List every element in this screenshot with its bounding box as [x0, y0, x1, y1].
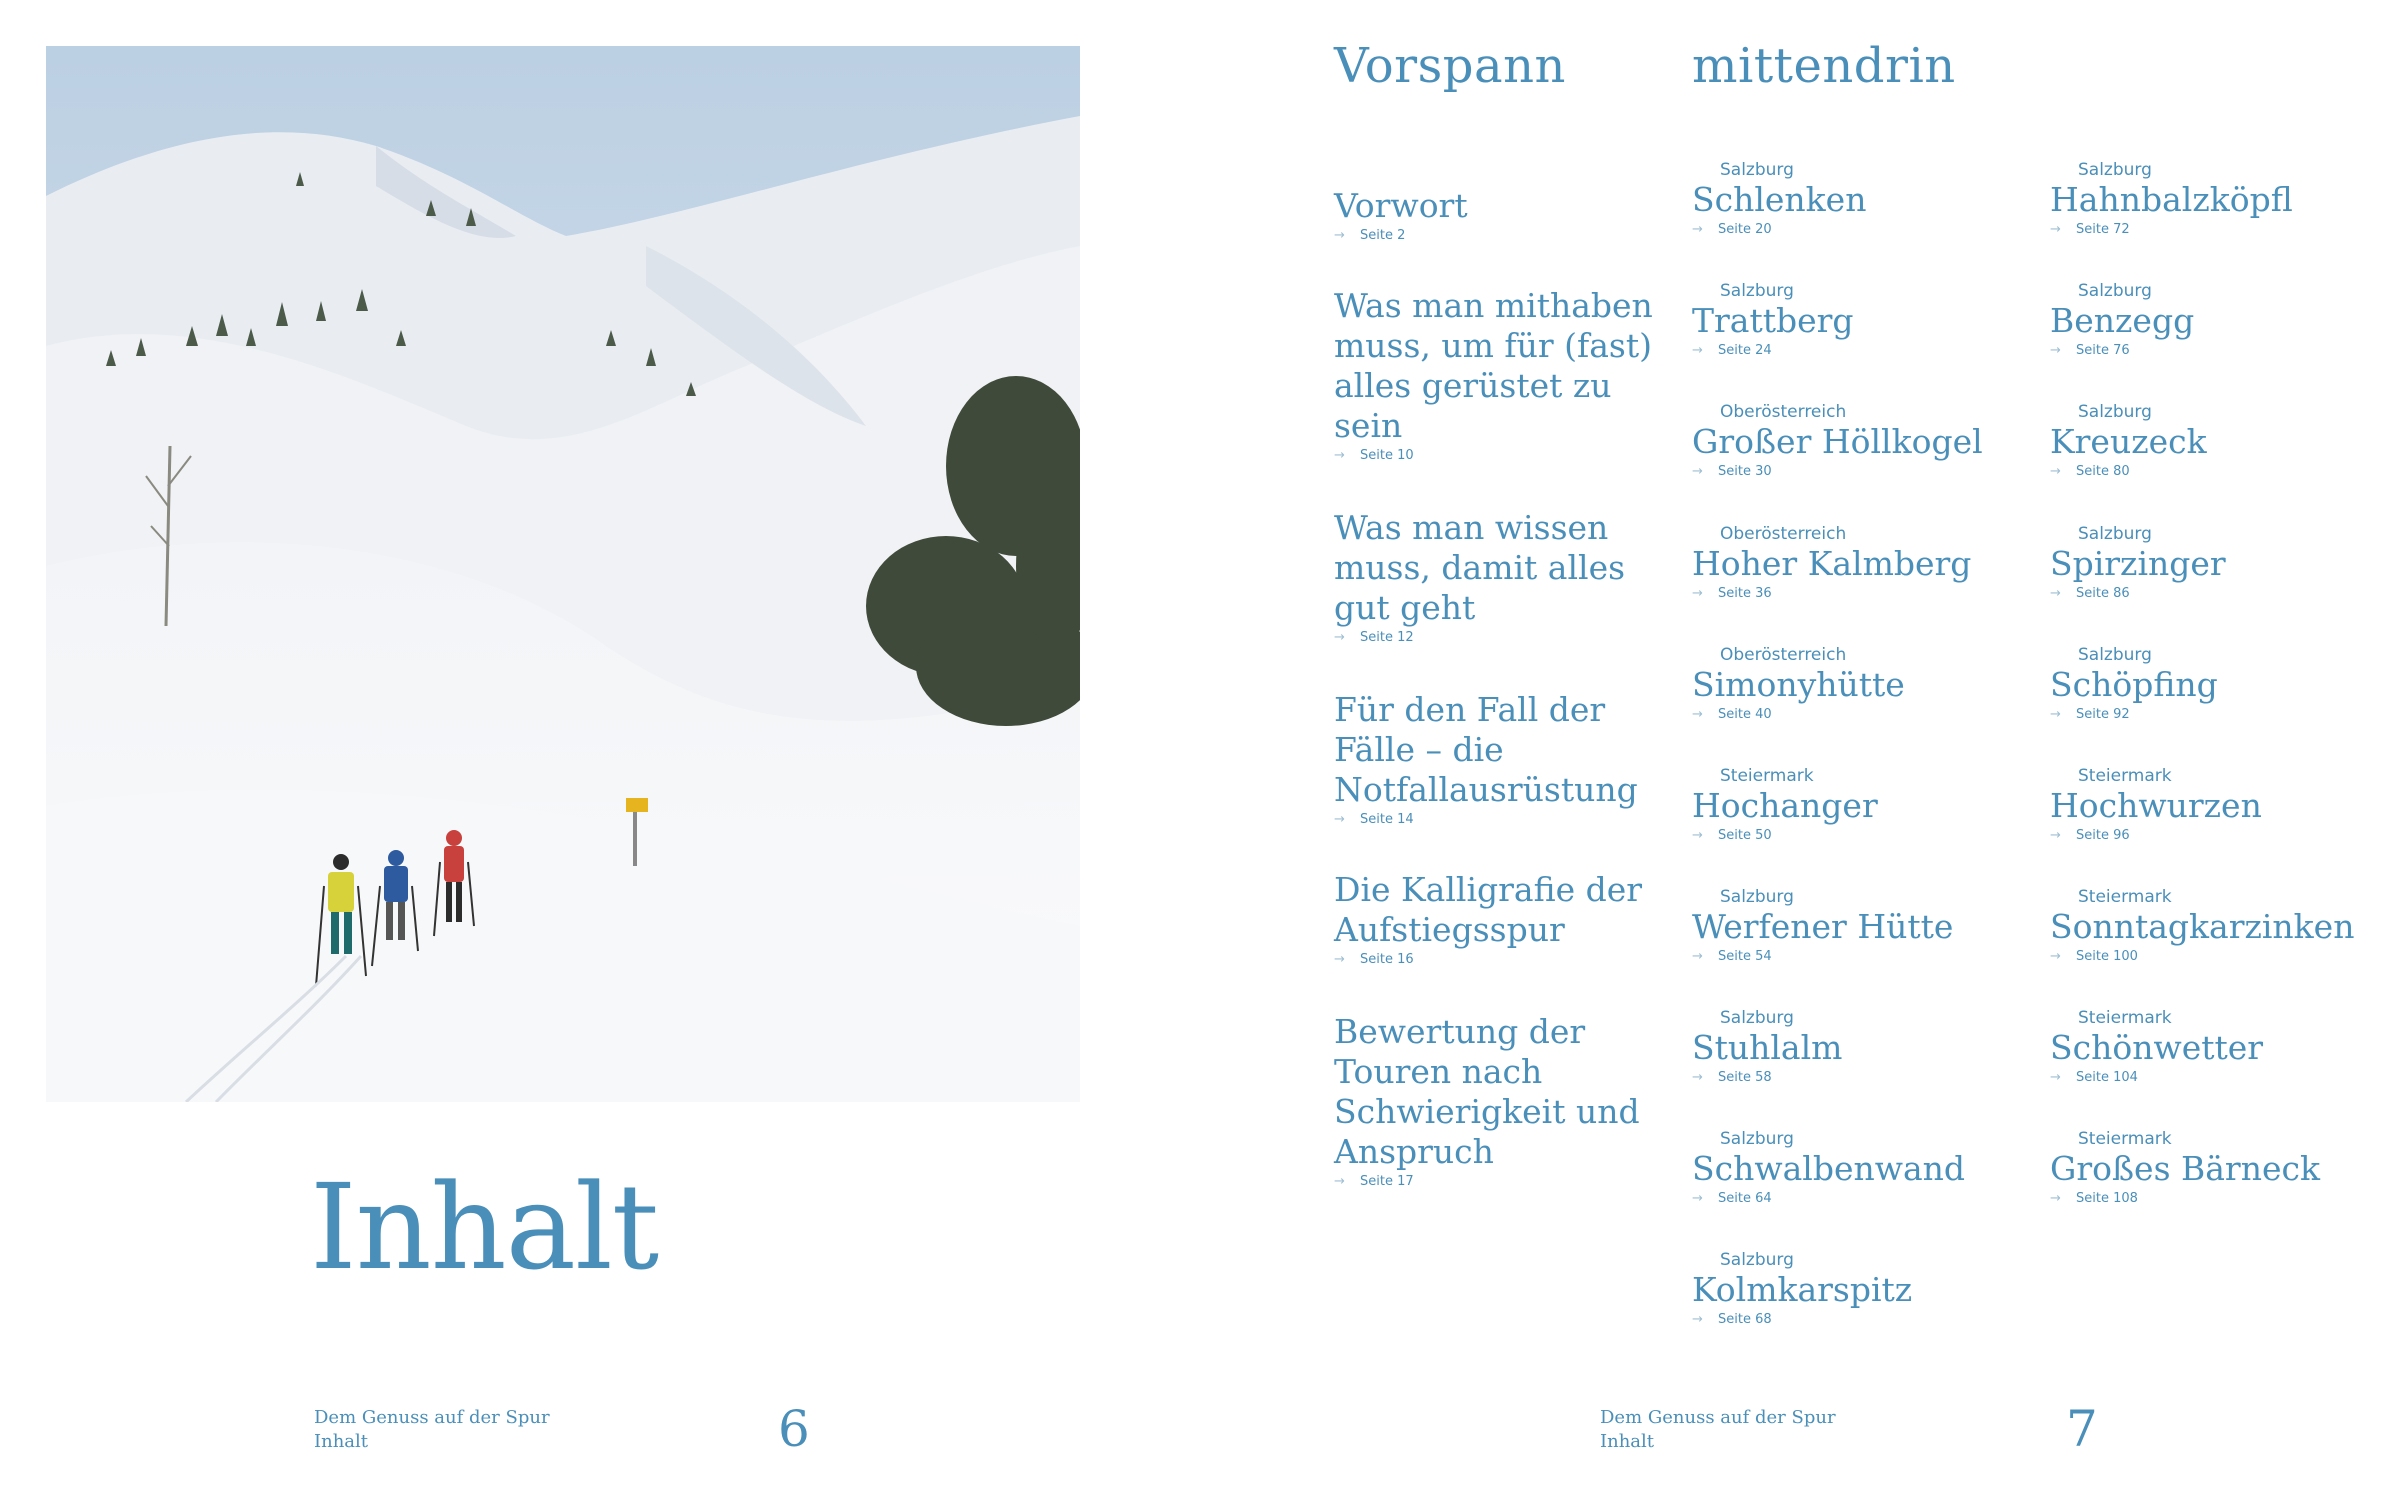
toc-entry-title: Stuhlalm: [1692, 1028, 1843, 1067]
arrow-right-icon: →: [1692, 1191, 1703, 1206]
toc-entry[interactable]: [1692, 160, 2042, 238]
toc-entry[interactable]: [1692, 281, 2042, 359]
toc-entry-region: Steiermark: [2078, 1129, 2172, 1149]
toc-entry[interactable]: [1692, 524, 2042, 602]
toc-entry[interactable]: [2050, 524, 2400, 602]
toc-entry-title: Schwalbenwand: [1692, 1149, 1966, 1188]
arrow-right-icon: →: [1692, 1312, 1703, 1327]
toc-entry[interactable]: [2050, 887, 2400, 965]
toc-entry-region: Salzburg: [2078, 281, 2152, 301]
toc-entry-page: → Seite 58: [1692, 1070, 1772, 1085]
toc-entry-region: Steiermark: [2078, 1008, 2172, 1028]
toc-entry-page: → Seite 54: [1692, 949, 1772, 964]
footer-book-title: Dem Genuss auf der Spur: [314, 1407, 550, 1428]
arrow-right-icon: →: [1334, 1174, 1345, 1189]
toc-entry-title: Großer Höllkogel: [1692, 422, 1983, 461]
toc-entry-page: → Seite 68: [1692, 1312, 1772, 1327]
arrow-right-icon: →: [1334, 448, 1345, 463]
toc-entry-region: Oberösterreich: [1720, 524, 1847, 544]
toc-entry-page: → Seite 40: [1692, 707, 1772, 722]
toc-entry-page: → Seite 16: [1334, 952, 1414, 967]
toc-entry[interactable]: [1334, 286, 1664, 464]
arrow-right-icon: →: [2050, 949, 2061, 964]
toc-entry[interactable]: [2050, 1008, 2400, 1086]
arrow-right-icon: →: [1334, 952, 1345, 967]
toc-entry-region: Salzburg: [2078, 645, 2152, 665]
toc-entry[interactable]: [1334, 186, 1664, 244]
toc-entry-title: Simonyhütte: [1692, 665, 1905, 704]
arrow-right-icon: →: [2050, 464, 2061, 479]
toc-entry-page: → Seite 64: [1692, 1191, 1772, 1206]
toc-entry-title: Schlenken: [1692, 180, 1867, 219]
arrow-right-icon: →: [1692, 464, 1703, 479]
toc-entry-title: Was man wissen muss, damit alles gut geht: [1334, 508, 1626, 627]
toc-entry-title: Großes Bärneck: [2050, 1149, 2320, 1188]
toc-entry-title: Was man mithaben muss, um für (fast) alles gerüstet zu sein: [1334, 286, 1653, 445]
toc-entry-page: → Seite 92: [2050, 707, 2130, 722]
toc-entry[interactable]: [2050, 645, 2400, 723]
toc-entry-page: → Seite 30: [1692, 464, 1772, 479]
toc-entry-region: Salzburg: [2078, 160, 2152, 180]
toc-entry-region: Steiermark: [1720, 766, 1814, 786]
toc-entry-region: Salzburg: [1720, 281, 1794, 301]
toc-entry-title: Spirzinger: [2050, 544, 2226, 583]
toc-entry-page: → Seite 108: [2050, 1191, 2138, 1206]
toc-entry[interactable]: [1692, 645, 2042, 723]
toc-entry-region: Oberösterreich: [1720, 645, 1847, 665]
toc-entry-title: Bewertung der Touren nach Schwierigkeit und Anspruch: [1334, 1012, 1640, 1171]
arrow-right-icon: →: [2050, 343, 2061, 358]
arrow-right-icon: →: [2050, 222, 2061, 237]
arrow-right-icon: →: [2050, 586, 2061, 601]
toc-entry-title: Benzegg: [2050, 301, 2195, 340]
toc-entry-region: Salzburg: [1720, 160, 1794, 180]
footer-book-title: Dem Genuss auf der Spur: [1600, 1407, 1836, 1428]
toc-entry-page: → Seite 100: [2050, 949, 2138, 964]
toc-entry-region: Salzburg: [1720, 887, 1794, 907]
toc-entry-page: → Seite 14: [1334, 812, 1414, 827]
left-footer: [314, 1406, 550, 1454]
right-footer: [1600, 1406, 1836, 1454]
arrow-right-icon: →: [1692, 949, 1703, 964]
toc-entry-region: Oberösterreich: [1720, 402, 1847, 422]
toc-entry-title: Sonntagkarzinken: [2050, 907, 2355, 946]
arrow-right-icon: →: [1334, 630, 1345, 645]
toc-entry-page: → Seite 96: [2050, 828, 2130, 843]
toc-entry-page: → Seite 80: [2050, 464, 2130, 479]
toc-entry-title: Hochwurzen: [2050, 786, 2262, 825]
column-heading-mittendrin: mittendrin: [1692, 38, 1956, 94]
arrow-right-icon: →: [1692, 343, 1703, 358]
footer-section: Inhalt: [314, 1431, 369, 1452]
toc-entry-page: → Seite 20: [1692, 222, 1772, 237]
arrow-right-icon: →: [1334, 228, 1345, 243]
toc-entry[interactable]: [1692, 887, 2042, 965]
toc-entry-page: → Seite 24: [1692, 343, 1772, 358]
page-title: Inhalt: [310, 1158, 659, 1296]
arrow-right-icon: →: [1692, 828, 1703, 843]
toc-entry-page: → Seite 12: [1334, 630, 1414, 645]
toc-entry[interactable]: [2050, 766, 2400, 844]
toc-entry-region: Salzburg: [1720, 1250, 1794, 1270]
toc-entry[interactable]: [1692, 766, 2042, 844]
toc-entry[interactable]: [1334, 870, 1664, 968]
toc-entry-page: → Seite 50: [1692, 828, 1772, 843]
arrow-right-icon: →: [1334, 812, 1345, 827]
winter-landscape-photo: [46, 46, 1080, 1102]
toc-entry[interactable]: [1692, 402, 2042, 480]
toc-entry[interactable]: [2050, 160, 2400, 238]
toc-entry[interactable]: [2050, 1129, 2400, 1207]
arrow-right-icon: →: [1692, 586, 1703, 601]
footer-section: Inhalt: [1600, 1431, 1655, 1452]
toc-entry-region: Steiermark: [2078, 766, 2172, 786]
toc-entry-title: Vorwort: [1334, 186, 1468, 225]
toc-entry[interactable]: [1334, 690, 1664, 828]
toc-entry[interactable]: [1692, 1250, 2042, 1328]
toc-entry[interactable]: [1692, 1008, 2042, 1086]
arrow-right-icon: →: [2050, 1070, 2061, 1085]
toc-entry-title: Hochanger: [1692, 786, 1878, 825]
toc-entry-page: → Seite 10: [1334, 448, 1414, 463]
toc-entry[interactable]: [1334, 1012, 1664, 1190]
arrow-right-icon: →: [2050, 1191, 2061, 1206]
toc-entry[interactable]: [1334, 508, 1664, 646]
arrow-right-icon: →: [1692, 707, 1703, 722]
toc-entry[interactable]: [1692, 1129, 2042, 1207]
toc-entry-page: → Seite 76: [2050, 343, 2130, 358]
arrow-right-icon: →: [2050, 828, 2061, 843]
toc-entry-region: Salzburg: [1720, 1008, 1794, 1028]
toc-entry-page: → Seite 72: [2050, 222, 2130, 237]
page-number-left: 6: [778, 1400, 810, 1458]
arrow-right-icon: →: [2050, 707, 2061, 722]
toc-entry-title: Hoher Kalmberg: [1692, 544, 1972, 583]
toc-entry-region: Steiermark: [2078, 887, 2172, 907]
toc-entry-page: → Seite 2: [1334, 228, 1406, 243]
toc-entry-title: Kolmkarspitz: [1692, 1270, 1913, 1309]
page-number-right: 7: [2066, 1400, 2098, 1458]
toc-entry[interactable]: [2050, 281, 2400, 359]
toc-entry-title: Hahnbalzköpfl: [2050, 180, 2293, 219]
toc-entry-title: Werfener Hütte: [1692, 907, 1954, 946]
toc-entry-title: Schönwetter: [2050, 1028, 2264, 1067]
toc-entry-title: Kreuzeck: [2050, 422, 2207, 461]
toc-entry-region: Salzburg: [2078, 524, 2152, 544]
toc-entry-page: → Seite 36: [1692, 586, 1772, 601]
toc-entry-region: Salzburg: [2078, 402, 2152, 422]
toc-entry-title: Schöpfing: [2050, 665, 2218, 704]
toc-entry-region: Salzburg: [1720, 1129, 1794, 1149]
arrow-right-icon: →: [1692, 222, 1703, 237]
toc-entry-page: → Seite 86: [2050, 586, 2130, 601]
toc-entry-page: → Seite 17: [1334, 1174, 1414, 1189]
toc-entry-title: Die Kalligrafie der Aufstiegsspur: [1334, 870, 1643, 949]
arrow-right-icon: →: [1692, 1070, 1703, 1085]
toc-entry-page: → Seite 104: [2050, 1070, 2138, 1085]
toc-entry-title: Trattberg: [1692, 301, 1854, 340]
column-heading-vorspann: Vorspann: [1334, 38, 1566, 94]
toc-entry-title: Für den Fall der Fälle – die Notfallausrüstung: [1334, 690, 1638, 809]
toc-entry[interactable]: [2050, 402, 2400, 480]
